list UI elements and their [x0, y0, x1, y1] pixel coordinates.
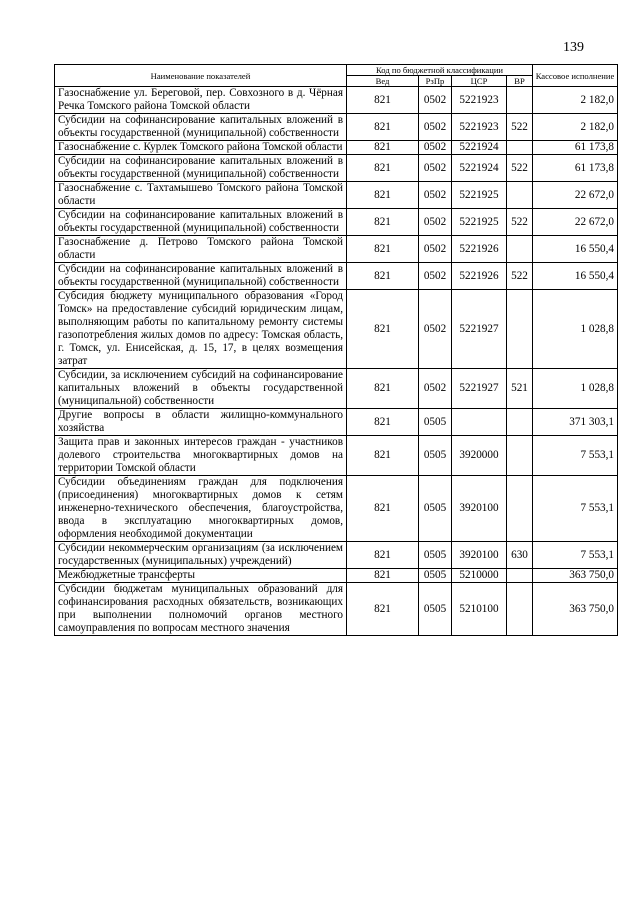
header-rzpr: РзПр	[419, 76, 452, 87]
table-row	[55, 569, 618, 583]
row-name: Субсидии некоммерческим организациям (за исключением государственных (муниципальных) учреждений)	[55, 542, 347, 569]
table-row	[55, 369, 618, 409]
row-vr	[507, 290, 533, 369]
row-name: Другие вопросы в области жилищно-коммунального хозяйства	[55, 409, 347, 436]
row-csr: 5221924	[452, 155, 507, 182]
row-rzpr: 0505	[419, 409, 452, 436]
row-rzpr: 0502	[419, 87, 452, 114]
row-ved: 821	[347, 436, 419, 476]
row-vr	[507, 583, 533, 636]
row-amount: 2 182,0	[533, 87, 618, 114]
row-name: Газоснабжение с. Курлек Томского района Томской области	[55, 141, 347, 155]
row-amount: 16 550,4	[533, 236, 618, 263]
table-row	[55, 141, 618, 155]
table-row	[55, 236, 618, 263]
header-ved: Вед	[347, 76, 419, 87]
table-row	[55, 263, 618, 290]
row-ved: 821	[347, 476, 419, 542]
row-ved: 821	[347, 236, 419, 263]
table-row	[55, 476, 618, 542]
row-vr	[507, 476, 533, 542]
row-name: Газоснабжение ул. Береговой, пер. Совхозного в д. Чёрная Речка Томского района Томской области	[55, 87, 347, 114]
row-name: Субсидии, за исключением субсидий на софинансирование капитальных вложений в объекты государственной (муниципальной) собственности	[55, 369, 347, 409]
row-amount: 1 028,8	[533, 290, 618, 369]
row-csr: 3920000	[452, 436, 507, 476]
row-rzpr: 0502	[419, 182, 452, 209]
table-row	[55, 87, 618, 114]
row-rzpr: 0505	[419, 542, 452, 569]
table-row	[55, 290, 618, 369]
row-csr: 5221927	[452, 290, 507, 369]
row-rzpr: 0502	[419, 209, 452, 236]
row-ved: 821	[347, 542, 419, 569]
header-name: Наименование показателей	[55, 65, 347, 87]
table-row	[55, 182, 618, 209]
row-amount: 16 550,4	[533, 263, 618, 290]
row-ved: 821	[347, 155, 419, 182]
row-name: Субсидии на софинансирование капитальных вложений в объекты государственной (муниципальной) собственности	[55, 263, 347, 290]
row-ved: 821	[347, 290, 419, 369]
row-amount: 1 028,8	[533, 369, 618, 409]
row-vr	[507, 436, 533, 476]
header-csr: ЦСР	[452, 76, 507, 87]
row-name: Субсидии на софинансирование капитальных вложений в объекты государственной (муниципальной) собственности	[55, 209, 347, 236]
row-csr	[452, 409, 507, 436]
header-code-group: Код по бюджетной классификации	[347, 65, 533, 76]
row-name: Субсидия бюджету муниципального образования «Город Томск» на предоставление субсидий юридическим лицам, выполняющим работы по капитальному ремонту системы газопотребления жилых домов по адресу: Томская область, г. Томск, ул. Енисейская, д. 15, 17, в целях возмещения затрат	[55, 290, 347, 369]
row-rzpr: 0502	[419, 114, 452, 141]
row-ved: 821	[347, 209, 419, 236]
row-amount: 363 750,0	[533, 569, 618, 583]
row-vr: 522	[507, 263, 533, 290]
row-rzpr: 0505	[419, 583, 452, 636]
row-ved: 821	[347, 583, 419, 636]
row-rzpr: 0502	[419, 369, 452, 409]
row-vr	[507, 569, 533, 583]
row-ved: 821	[347, 114, 419, 141]
row-csr: 5221926	[452, 263, 507, 290]
table-row	[55, 155, 618, 182]
row-vr	[507, 182, 533, 209]
row-name: Субсидии бюджетам муниципальных образований для софинансирования расходных обязательств, возникающих при выполнении полномочий органов местного самоуправления по вопросам местного значения	[55, 583, 347, 636]
row-rzpr: 0502	[419, 290, 452, 369]
row-csr: 5221923	[452, 114, 507, 141]
row-amount: 7 553,1	[533, 476, 618, 542]
row-rzpr: 0502	[419, 263, 452, 290]
row-amount: 363 750,0	[533, 583, 618, 636]
row-ved: 821	[347, 369, 419, 409]
row-vr: 522	[507, 209, 533, 236]
row-amount: 7 553,1	[533, 436, 618, 476]
row-amount: 7 553,1	[533, 542, 618, 569]
header-vr: ВР	[507, 76, 533, 87]
row-csr: 3920100	[452, 476, 507, 542]
row-vr	[507, 141, 533, 155]
row-csr: 5221925	[452, 182, 507, 209]
row-rzpr: 0502	[419, 155, 452, 182]
row-ved: 821	[347, 141, 419, 155]
table-row	[55, 436, 618, 476]
page-number: 139	[563, 40, 584, 55]
row-csr: 5221924	[452, 141, 507, 155]
row-ved: 821	[347, 569, 419, 583]
row-vr: 522	[507, 155, 533, 182]
row-csr: 5210000	[452, 569, 507, 583]
row-rzpr: 0502	[419, 141, 452, 155]
row-name: Газоснабжение с. Тахтамышево Томского района Томской области	[55, 182, 347, 209]
row-csr: 5210100	[452, 583, 507, 636]
row-ved: 821	[347, 409, 419, 436]
row-csr: 5221926	[452, 236, 507, 263]
row-vr	[507, 236, 533, 263]
row-rzpr: 0502	[419, 236, 452, 263]
table-row	[55, 209, 618, 236]
table-row	[55, 542, 618, 569]
row-vr	[507, 87, 533, 114]
row-rzpr: 0505	[419, 436, 452, 476]
row-amount: 22 672,0	[533, 209, 618, 236]
row-vr: 630	[507, 542, 533, 569]
table-row	[55, 409, 618, 436]
row-csr: 5221923	[452, 87, 507, 114]
row-name: Газоснабжение д. Петрово Томского района Томской области	[55, 236, 347, 263]
row-name: Защита прав и законных интересов граждан - участников долевого строительства многоквартирных домов на территории Томской области	[55, 436, 347, 476]
row-ved: 821	[347, 182, 419, 209]
row-rzpr: 0505	[419, 476, 452, 542]
budget-table	[54, 64, 618, 636]
table-row	[55, 583, 618, 636]
row-amount: 61 173,8	[533, 155, 618, 182]
header-amount: Кассовое исполнение	[533, 65, 618, 87]
row-vr: 521	[507, 369, 533, 409]
row-name: Межбюджетные трансферты	[55, 569, 347, 583]
row-name: Субсидии на софинансирование капитальных вложений в объекты государственной (муниципальной) собственности	[55, 114, 347, 141]
row-ved: 821	[347, 87, 419, 114]
table-body	[55, 87, 618, 636]
row-csr: 5221925	[452, 209, 507, 236]
row-csr: 3920100	[452, 542, 507, 569]
row-csr: 5221927	[452, 369, 507, 409]
row-name: Субсидии на софинансирование капитальных вложений в объекты государственной (муниципальной) собственности	[55, 155, 347, 182]
row-vr	[507, 409, 533, 436]
table-row	[55, 114, 618, 141]
row-name: Субсидии объединениям граждан для подключения (присоединения) многоквартирных домов к сетям инженерно-технического обеспечения, благоустройства, ввода в эксплуатацию многоквартирных домов, оформления необходимой документации	[55, 476, 347, 542]
row-amount: 22 672,0	[533, 182, 618, 209]
row-amount: 2 182,0	[533, 114, 618, 141]
row-amount: 61 173,8	[533, 141, 618, 155]
row-rzpr: 0505	[419, 569, 452, 583]
row-vr: 522	[507, 114, 533, 141]
row-ved: 821	[347, 263, 419, 290]
row-amount: 371 303,1	[533, 409, 618, 436]
